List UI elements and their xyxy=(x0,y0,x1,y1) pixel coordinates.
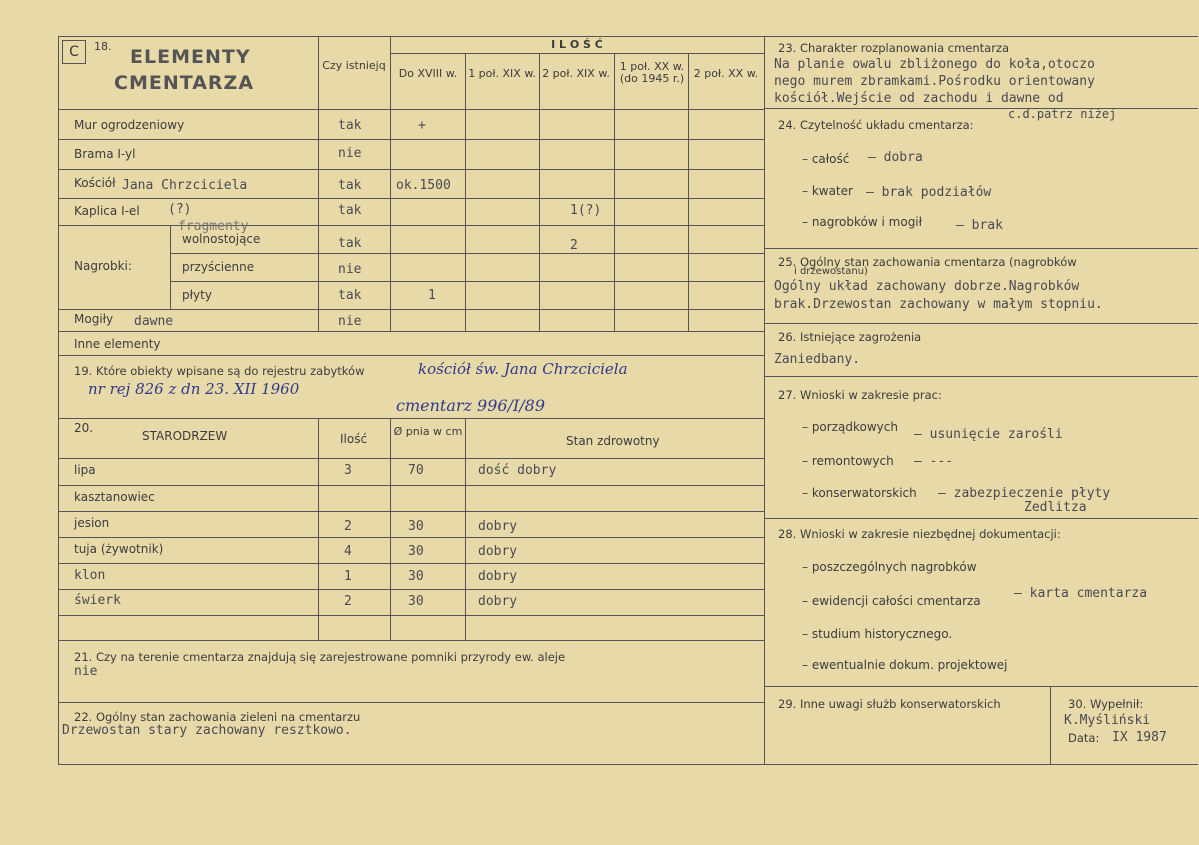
mur-do18: + xyxy=(418,118,426,133)
rule xyxy=(58,640,764,641)
rule xyxy=(58,615,764,616)
rule xyxy=(170,253,764,254)
s27-porzadkowych: – porządkowych xyxy=(802,420,898,434)
rule xyxy=(58,198,764,199)
s27-konserwatorskich-value-2: Zedlitza xyxy=(1024,500,1087,515)
plyty-czy: tak xyxy=(338,288,362,303)
section-22-value: Drzewostan stary zachowany resztkowo. xyxy=(62,723,352,738)
s24-nagrobkow-value: – brak xyxy=(956,218,1003,233)
rule xyxy=(58,589,764,590)
tree-name: lipa xyxy=(74,463,96,477)
mogily-note: dawne xyxy=(134,314,174,329)
tree-qty: 2 xyxy=(344,594,352,609)
row-kaplica: Kaplica I-el xyxy=(74,204,140,218)
przysc-czy: nie xyxy=(338,262,362,277)
rule xyxy=(1050,686,1051,764)
section-23-line: kościół.Wejście od zachodu i dawne od xyxy=(774,91,1064,106)
section-19-label: 19. Które obiekty wpisane są do rejestru zabytków xyxy=(74,364,365,378)
section-23-line: c.d.patrz niżej xyxy=(1008,107,1117,121)
section-24-label: 24. Czytelność układu cmentarza: xyxy=(778,118,974,132)
s27-konserwatorskich-value: – zabezpieczenie płyty xyxy=(938,486,1111,501)
s27-remontowych: – remontowych xyxy=(802,454,894,468)
rule xyxy=(58,537,764,538)
kaplica-czy: tak xyxy=(338,203,362,218)
mur-czy: tak xyxy=(338,118,362,133)
kosciol-do18: ok.1500 xyxy=(396,178,451,193)
col-czy-istnieja: Czy istniejq xyxy=(322,59,386,72)
kaplica-2pol19: 1(?) xyxy=(570,203,602,218)
rule xyxy=(58,511,764,512)
rule xyxy=(764,36,765,764)
s24-kwater-value: – brak podziałów xyxy=(866,185,992,200)
date-value: IX 1987 xyxy=(1112,730,1167,745)
rule xyxy=(58,139,764,140)
section-27-label: 27. Wnioski w zakresie prac: xyxy=(778,388,942,402)
rule xyxy=(390,36,391,331)
tree-name: świerk xyxy=(74,593,121,608)
tree-diam: 30 xyxy=(408,544,424,559)
s27-porzadkowych-value: – usunięcie zarośli xyxy=(914,427,1063,442)
rule xyxy=(390,418,391,640)
section-25-label-1: 25. Ogólny stan zachowania cmentarza (nagrobków xyxy=(778,255,1077,269)
kosciol-name: Jana Chrzciciela xyxy=(122,178,248,193)
rule xyxy=(764,108,1198,109)
s28-ewidencji: – ewidencji całości cmentarza xyxy=(802,594,981,608)
rule xyxy=(58,109,764,110)
rule xyxy=(58,169,764,170)
section-22-label: 22. Ogólny stan zachowania zieleni na cmentarzu xyxy=(74,710,361,724)
tree-qty: 2 xyxy=(344,519,352,534)
section-21-value: nie xyxy=(74,664,98,679)
rule xyxy=(58,764,764,765)
s24-nagrobkow: – nagrobków i mogił xyxy=(802,215,923,229)
date-label: Data: xyxy=(1068,731,1100,745)
rule xyxy=(58,355,764,356)
s28-projektowej: – ewentualnie dokum. projektowej xyxy=(802,658,1008,672)
col-tree-pnia: Ø pnia w cm xyxy=(393,425,463,438)
rule xyxy=(58,418,764,419)
rule xyxy=(764,764,1198,765)
tree-qty: 4 xyxy=(344,544,352,559)
section-23-line: Na planie owalu zbliżonego do koła,otoczo xyxy=(774,57,1095,72)
form-card xyxy=(58,36,1198,764)
section-18-title-1: ELEMENTY xyxy=(130,46,251,68)
rule xyxy=(170,225,171,309)
tree-state: dobry xyxy=(478,519,518,534)
register-entry-cemetery: cmentarz 996/I/89 xyxy=(396,396,546,415)
rule xyxy=(390,53,764,54)
col-tree-ilosc: Ilość xyxy=(340,432,368,446)
row-wolnostojace: wolnostojące xyxy=(182,232,261,246)
row-inne: Inne elementy xyxy=(74,337,161,351)
tree-state: dobry xyxy=(478,569,518,584)
plyty-do18: 1 xyxy=(428,288,436,303)
row-kosciol: Kościół xyxy=(74,176,116,190)
section-28-label: 28. Wnioski w zakresie niezbędnej dokumentacji: xyxy=(778,527,1061,541)
s28-studium: – studium historycznego. xyxy=(802,627,953,641)
section-20-number: 20. xyxy=(74,421,94,435)
rule xyxy=(764,686,1198,687)
tree-diam: 30 xyxy=(408,519,424,534)
rule xyxy=(465,53,466,331)
rule xyxy=(58,225,764,226)
rule xyxy=(58,485,764,486)
col-1pol-xix: 1 poł. XIX w. xyxy=(468,67,536,80)
section-26-label: 26. Istniejące zagrożenia xyxy=(778,330,922,344)
rule xyxy=(58,702,764,703)
tree-qty: 1 xyxy=(344,569,352,584)
kaplica-note: (?) xyxy=(168,202,192,217)
tree-name: kasztanowiec xyxy=(74,490,155,504)
tree-state: dobry xyxy=(478,594,518,609)
rule xyxy=(465,418,466,640)
rule xyxy=(58,36,59,764)
wolno-2pol19: 2 xyxy=(570,238,578,253)
wolno-note: fragmenty xyxy=(178,219,249,234)
rule xyxy=(58,36,1198,37)
s28-nagrobkow: – poszczególnych nagrobków xyxy=(802,560,977,574)
register-entry-number: nr rej 826 z dn 23. XII 1960 xyxy=(88,380,300,398)
rule xyxy=(764,323,1198,324)
rule xyxy=(58,309,764,310)
section-18-title-2: CMENTARZA xyxy=(114,72,255,94)
row-plyty: płyty xyxy=(182,288,212,302)
brama-czy: nie xyxy=(338,146,362,161)
tree-name: klon xyxy=(74,568,106,583)
col-2pol-xx: 2 poł. XX w. xyxy=(693,67,759,80)
section-20-title: STARODRZEW xyxy=(142,429,228,443)
rule xyxy=(764,518,1198,519)
rule xyxy=(614,53,615,331)
section-29-label: 29. Inne uwagi służb konserwatorskich xyxy=(778,697,1001,711)
mogily-czy: nie xyxy=(338,314,362,329)
rule xyxy=(318,36,319,331)
col-2pol-xix: 2 poł. XIX w. xyxy=(542,67,610,80)
tree-diam: 30 xyxy=(408,594,424,609)
c-box: C xyxy=(62,40,86,64)
col-1pol-xx: 1 poł. XX w. (do 1945 r.) xyxy=(619,60,685,85)
section-26-value: Zaniedbany. xyxy=(774,352,861,367)
section-23-label: 23. Charakter rozplanowania cmentarza xyxy=(778,41,1010,55)
col-do-xviii: Do XVIII w. xyxy=(398,67,458,80)
kosciol-czy: tak xyxy=(338,178,362,193)
s28-ewidencji-value: – karta cmentarza xyxy=(1014,586,1148,601)
rule xyxy=(539,53,540,331)
register-entry-church: kościół św. Jana Chrzciciela xyxy=(418,360,628,378)
section-21-label: 21. Czy na terenie cmentarza znajdują się zarejestrowane pomniki przyrody ew. aleje xyxy=(74,650,566,664)
row-brama: Brama I-yl xyxy=(74,147,136,161)
row-mur: Mur ogrodzeniowy xyxy=(74,118,185,132)
row-nagrobki: Nagrobki: xyxy=(74,259,132,273)
section-25-line: brak.Drzewostan zachowany w małym stopniu. xyxy=(774,297,1103,312)
rule xyxy=(58,563,764,564)
filled-by-name: K.Myśliński xyxy=(1064,713,1151,728)
section-23-line: nego murem zbramkami.Pośrodku orientowany xyxy=(774,74,1095,89)
s24-kwater: – kwater xyxy=(802,184,853,198)
rule xyxy=(318,418,319,640)
s24-calosc-value: – dobra xyxy=(868,150,923,165)
tree-name: jesion xyxy=(74,516,110,530)
tree-state: dobry xyxy=(478,544,518,559)
tree-state: dość dobry xyxy=(478,463,557,478)
tree-diam: 70 xyxy=(408,463,424,478)
tree-diam: 30 xyxy=(408,569,424,584)
rule xyxy=(764,376,1198,377)
col-ilosc: I L O Ś Ć xyxy=(551,38,603,51)
section-25-line: Ogólny układ zachowany dobrze.Nagrobków xyxy=(774,279,1080,294)
tree-name: tuja (żywotnik) xyxy=(74,542,164,556)
tree-qty: 3 xyxy=(344,463,352,478)
rule xyxy=(764,248,1198,249)
s24-calosc: – całość xyxy=(802,152,850,166)
rule xyxy=(170,281,764,282)
rule xyxy=(58,331,764,332)
col-tree-stan: Stan zdrowotny xyxy=(566,434,660,448)
section-30-label: 30. Wypełnił: xyxy=(1068,697,1144,711)
row-przyscienne: przyścienne xyxy=(182,260,255,274)
s27-konserwatorskich: – konserwatorskich xyxy=(802,486,917,500)
wolno-czy: tak xyxy=(338,236,362,251)
section-25-label-2: i drzewostanu) xyxy=(794,266,868,277)
rule xyxy=(688,53,689,331)
rule xyxy=(58,458,764,459)
s27-remontowych-value: – --- xyxy=(914,454,954,469)
section-18-number: 18. xyxy=(94,40,112,53)
row-mogily: Mogiły xyxy=(74,312,114,326)
